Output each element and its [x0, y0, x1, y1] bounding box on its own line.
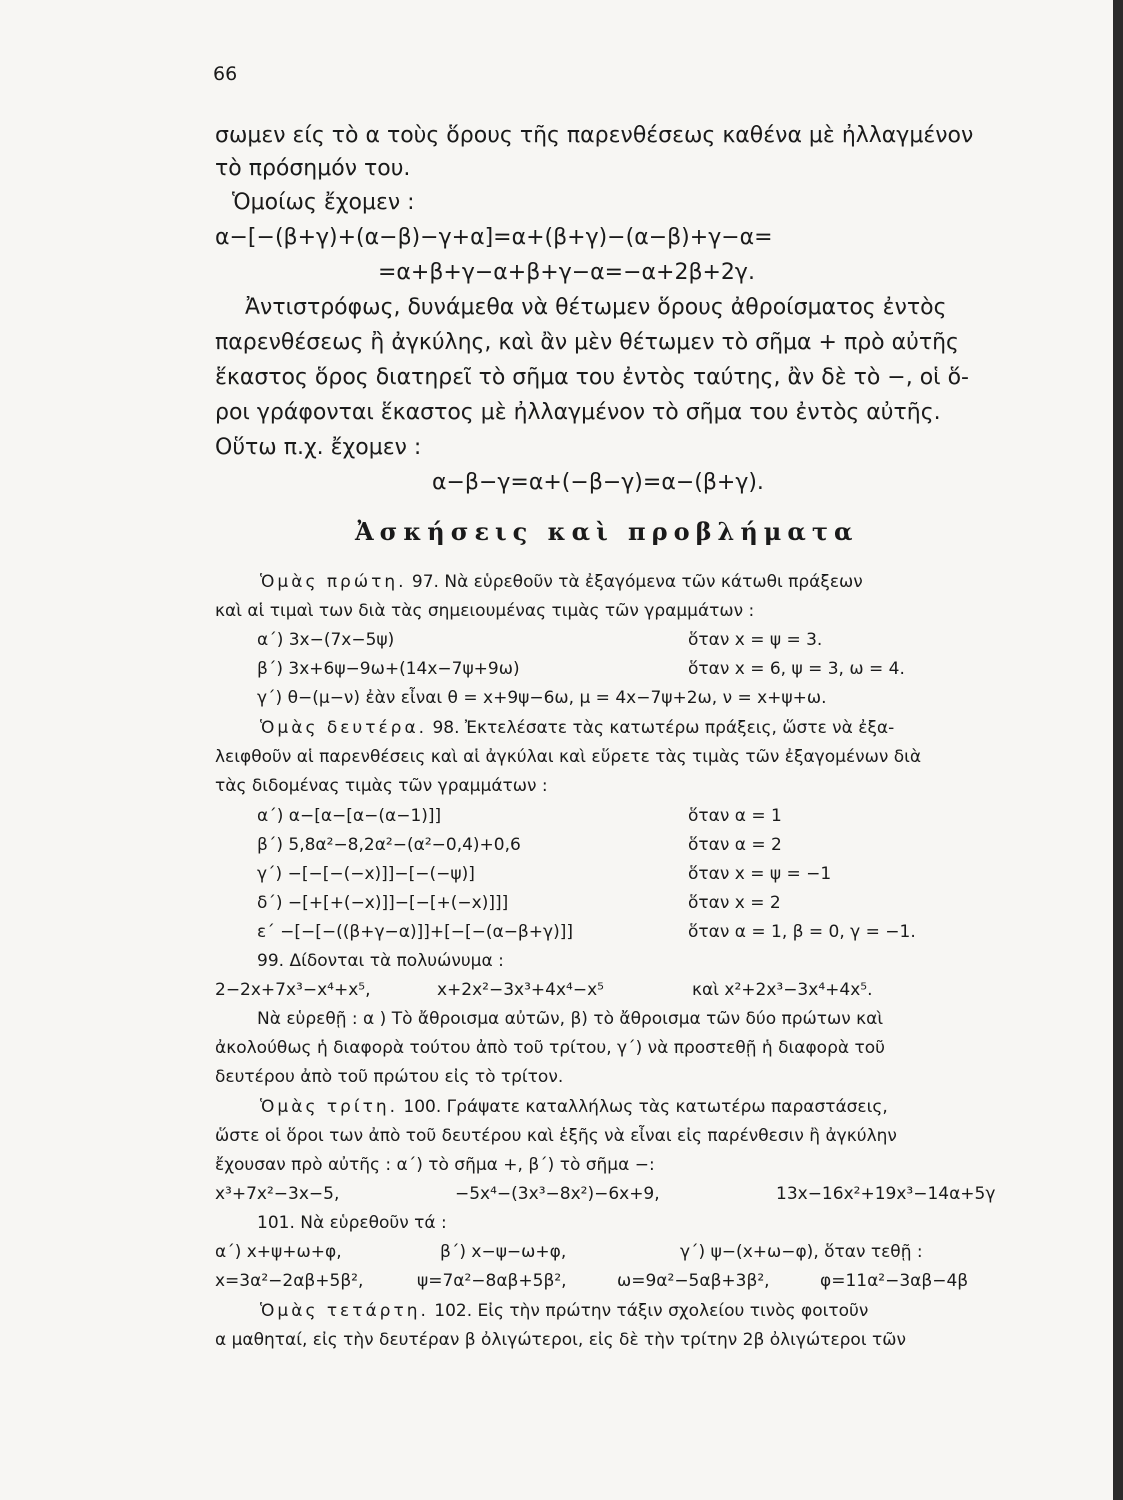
- text-line: ροι γράφονται ἕκαστος μὲ ἠλλαγμένον τὸ σῆμα του ἐντὸς αὐτῆς.: [215, 400, 941, 425]
- exercise-expr: γ΄) θ−(μ−ν) ἐὰν εἶναι θ = x+9ψ−6ω, μ = 4x−7ψ+2ω, ν = x+ψ+ω.: [257, 688, 827, 708]
- text-line: ὥστε οἱ ὅροι των ἀπὸ τοῦ δευτέρου καὶ ἑξῆς νὰ εἶναι εἰς παρένθεσιν ἢ ἀγκύλην: [215, 1126, 897, 1146]
- exercise-expr: γ΄) ψ−(x+ω−φ), ὅταν τεθῇ :: [680, 1242, 923, 1262]
- exercise-expr: δ΄) −[+[+(−x)]]−[−[+(−x)]]]: [257, 893, 509, 913]
- group-label-text: Ὁμὰς πρώτη.: [260, 572, 407, 592]
- polynomial: 2−2x+7x³−x⁴+x⁵,: [215, 980, 371, 1000]
- text-line: ἕκαστος ὅρος διατηρεῖ τὸ σῆμα του ἐντὸς ταύτης, ἂν δὲ τὸ −, οἱ ὅ-: [215, 365, 969, 390]
- exercise-expr: α΄) x+ψ+ω+φ,: [215, 1242, 342, 1262]
- equation: α−[−(β+γ)+(α−β)−γ+α]=α+(β+γ)−(α−β)+γ−α=: [215, 225, 773, 250]
- value-assignment: x=3α²−2αβ+5β²,: [215, 1271, 364, 1291]
- page-number: 66: [213, 63, 238, 85]
- group-label-text: Ὁμὰς τρίτη.: [260, 1097, 399, 1117]
- group-label: [260, 574, 863, 591]
- text-line: τὰς διδομένας τιμὰς τῶν γραμμάτων :: [215, 776, 548, 796]
- exercise-expr: β΄) 5,8α²−8,2α²−(α²−0,4)+0,6: [257, 835, 521, 855]
- problem-text: 101. Νὰ εὑρεθοῦν τά :: [257, 1213, 447, 1233]
- text-line: τὸ πρόσημόν του.: [215, 156, 411, 181]
- polynomial: x+2x²−3x³+4x⁴−x⁵: [437, 980, 604, 1000]
- exercise-cond: ὅταν x = 2: [688, 893, 781, 913]
- exercise-cond: ὅταν x = ψ = 3.: [688, 630, 823, 650]
- exercise-expr: β΄) 3x+6ψ−9ω+(14x−7ψ+9ω): [257, 659, 520, 679]
- exercise-cond: ὅταν x = 6, ψ = 3, ω = 4.: [688, 659, 905, 679]
- expression: 13x−16x²+19x³−14α+5γ: [776, 1184, 996, 1204]
- group-label-text: Ὁμὰς τετάρτη.: [260, 1301, 429, 1321]
- text-line: Ὁμοίως ἔχομεν :: [232, 190, 415, 215]
- group-label: [260, 1303, 868, 1320]
- exercise-cond: ὅταν α = 2: [688, 835, 782, 855]
- text-line: καὶ αἱ τιμαὶ των διὰ τὰς σημειουμένας τιμὰς τῶν γραμμάτων :: [215, 601, 755, 621]
- value-assignment: ω=9α²−5αβ+3β²,: [617, 1271, 770, 1291]
- text-line: Οὕτω π.χ. ἔχομεν :: [215, 435, 422, 460]
- exercise-cond: ὅταν α = 1, β = 0, γ = −1.: [688, 922, 916, 942]
- group-label: [260, 1099, 888, 1116]
- text-line: παρενθέσεως ἢ ἀγκύλης, καὶ ἂν μὲν θέτωμεν τὸ σῆμα + πρὸ αὐτῆς: [215, 330, 959, 355]
- problem-text: 98. Ἐκτελέσατε τὰς κατωτέρω πράξεις, ὥστε νὰ ἐξα-: [432, 718, 895, 738]
- text-line: Νὰ εὑρεθῇ : α ) Τὸ ἄθροισμα αὐτῶν, β) τὸ ἄθροισμα τῶν δύο πρώτων καὶ: [257, 1009, 884, 1029]
- problem-text: 100. Γράψατε καταλλήλως τὰς κατωτέρω παραστάσεις,: [403, 1097, 888, 1117]
- text-line: α μαθηταί, εἰς τὴν δευτέραν β ὀλιγώτεροι, εἰς δὲ τὴν τρίτην 2β ὀλιγώτεροι τῶν: [215, 1330, 906, 1350]
- value-assignment: φ=11α²−3αβ−4β: [820, 1271, 969, 1291]
- problem-text: 97. Νὰ εὑρεθοῦν τὰ ἐξαγόμενα τῶν κάτωθι πράξεων: [411, 572, 863, 592]
- equation: =α+β+γ−α+β+γ−α=−α+2β+2γ.: [378, 260, 755, 285]
- text-line: ἀκολούθως ἡ διαφορὰ τούτου ἀπὸ τοῦ τρίτου, γ΄) νὰ προστεθῇ ἡ διαφορὰ τοῦ: [215, 1038, 885, 1058]
- group-label: [260, 720, 894, 737]
- text-line: σωμεν είς τὸ α τοὺς ὅρους τῆς παρενθέσεως καθένα μὲ ἠλλαγμένον: [215, 123, 974, 148]
- exercise-expr: ε΄ −[−[−((β+γ−α)]]+[−[−(α−β+γ)]]: [257, 922, 573, 942]
- text-line: λειφθοῦν αἱ παρενθέσεις καὶ αἱ ἀγκύλαι καὶ εὕρετε τὰς τιμὰς τῶν ἐξαγομένων διὰ: [215, 747, 922, 767]
- text-line: δευτέρου ἀπὸ τοῦ πρώτου εἰς τὸ τρίτον.: [215, 1067, 564, 1087]
- problem-text: 102. Εἰς τὴν πρώτην τάξιν σχολείου τινὸς φοιτοῦν: [434, 1301, 869, 1321]
- page-edge-shadow: [1113, 0, 1123, 1500]
- exercise-expr: β΄) x−ψ−ω+φ,: [440, 1242, 567, 1262]
- value-assignment: ψ=7α²−8αβ+5β²,: [417, 1271, 567, 1291]
- expression: x³+7x²−3x−5,: [215, 1184, 340, 1204]
- exercise-expr: α΄) 3x−(7x−5ψ): [257, 630, 395, 650]
- text-line: ἔχουσαν πρὸ αὐτῆς : α΄) τὸ σῆμα +, β΄) τὸ σῆμα −:: [215, 1155, 655, 1175]
- exercise-expr: γ΄) −[−[−(−x)]]−[−(−ψ)]: [257, 864, 475, 884]
- exercise-cond: ὅταν x = ψ = −1: [688, 864, 832, 884]
- expression: −5x⁴−(3x³−8x²)−6x+9,: [455, 1184, 660, 1204]
- text-line: Ἀντιστρόφως, δυνάμεθα νὰ θέτωμεν ὅρους ἀθροίσματος ἐντὸς: [245, 295, 947, 320]
- exercise-expr: α΄) α−[α−[α−(α−1)]]: [257, 806, 442, 826]
- group-label-text: Ὁμὰς δευτέρα.: [260, 718, 428, 738]
- problem-text: 99. Δίδονται τὰ πολυώνυμα :: [257, 951, 504, 971]
- polynomial: καὶ x²+2x³−3x⁴+4x⁵.: [692, 980, 873, 1000]
- exercise-cond: ὅταν α = 1: [688, 806, 782, 826]
- equation: α−β−γ=α+(−β−γ)=α−(β+γ).: [432, 470, 764, 495]
- section-heading: Ἀσκήσεις καὶ προβλήματα: [355, 517, 859, 546]
